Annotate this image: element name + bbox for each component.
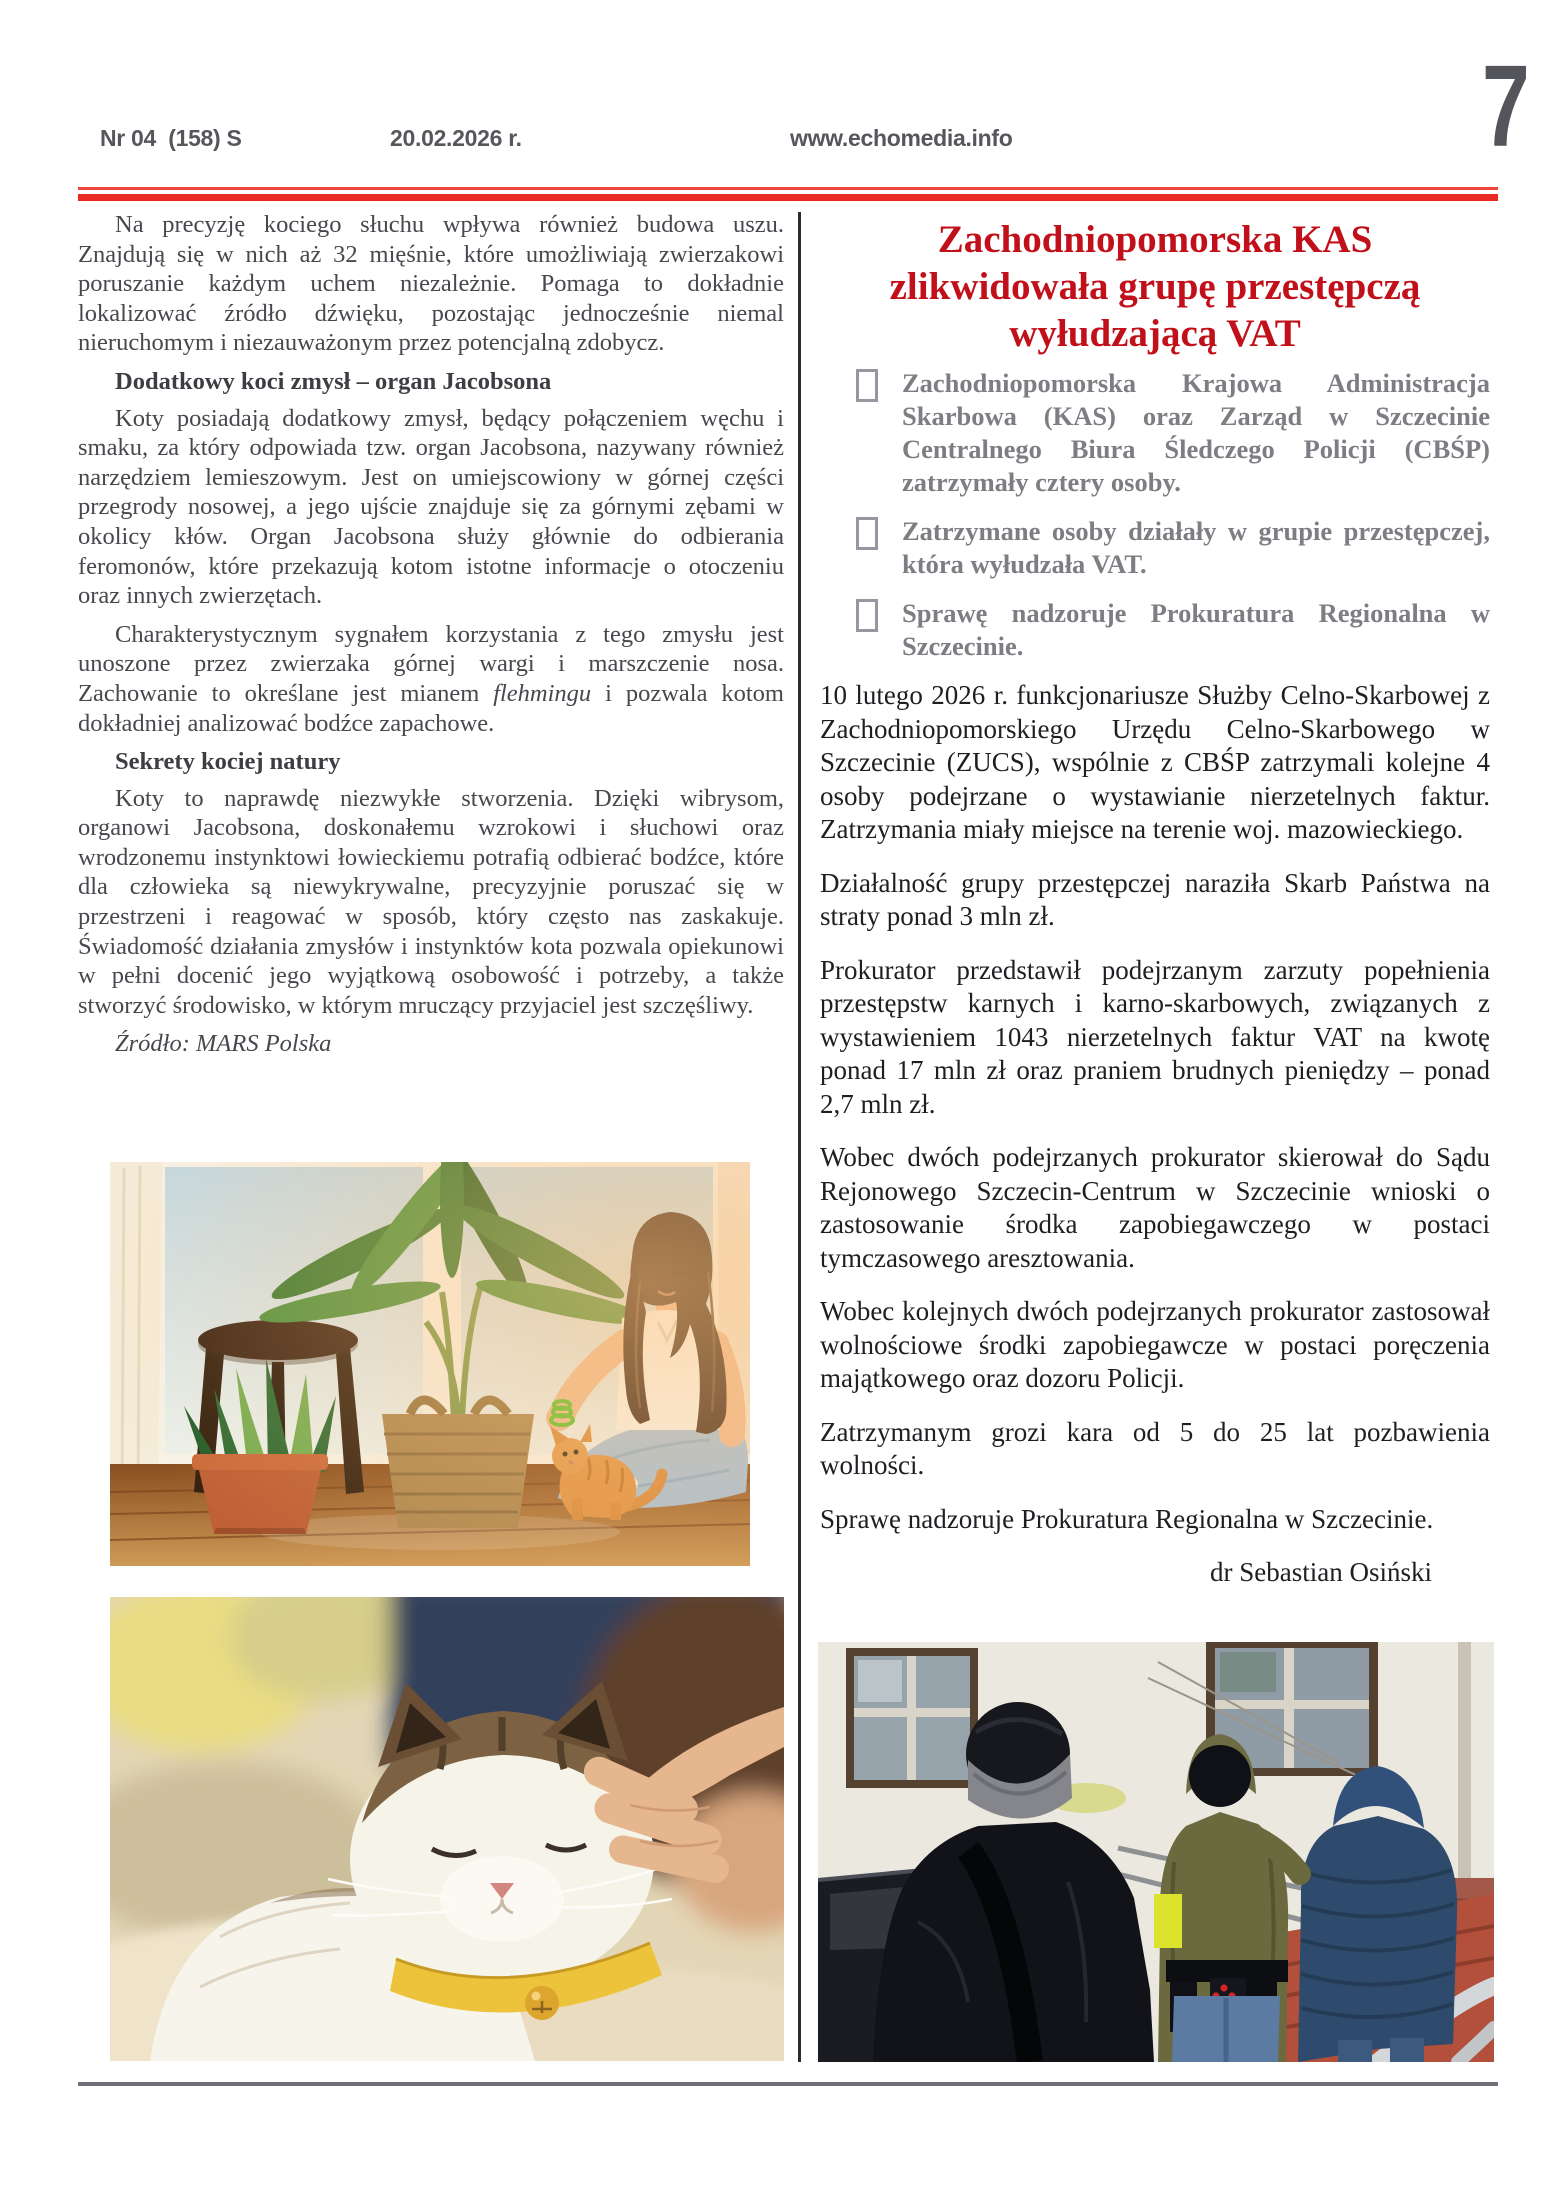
article-headline	[820, 216, 1490, 357]
paragraph: Na precyzję kociego słuchu wpływa również budowa uszu. Znajdują się w nich aż 32 mięśnie, które umożliwiają zwierzakowi poruszanie każdym uchem niezależnie. Pomaga to dokładnie lokalizować źródło dźwięku, pozostając jednocześnie niemal nieruchomym i niezauważonym przez potencjalną zdobycz.	[78, 211, 784, 357]
italic-term: flehmingu	[493, 679, 592, 707]
lead-bullet	[820, 367, 1490, 499]
page-number: 7	[1482, 41, 1530, 171]
headline-line: Zachodniopomorska KAS	[937, 218, 1373, 261]
paragraph: Zatrzymanym grozi kara od 5 do 25 lat pozbawienia wolności.	[820, 1416, 1490, 1480]
footer-rule	[78, 2082, 1498, 2086]
lead-bullet	[820, 515, 1490, 581]
checkbox-glyph-icon	[856, 369, 878, 402]
website-url: www.echomedia.info	[790, 125, 1013, 151]
window-left	[846, 1648, 978, 1788]
paragraph: Koty posiadają dodatkowy zmysł, będący połączeniem węchu i smaku, za który odpowiada tzw. organ Jacobsona, nazywany również narzędziem lemieszowym. Jest on umiejscowiony w górnej części przegrody nosowej, a jego ujście znajduje się za górnymi zębami w okolicy kłów. Organ Jacobsona służy głównie do odbierania feromonów, które przekazują kotom istotne informacje o otoczeniu oraz innych zwierzętach.	[78, 404, 784, 610]
paragraph-text: i pozwala kotom dokładniej analizować bodźce zapachowe.	[78, 679, 784, 737]
photo-police-detention	[818, 1642, 1494, 2062]
paragraph: Prokurator przedstawił podejrzanym zarzuty popełnienia przestępstw karnych i karno-skarbowych, związanych z wystawieniem 1043 nierzetelnych faktur VAT na kwotę ponad 17 mln zł oraz praniem brudnych pieniędzy – ponad 2,7 mln zł.	[820, 954, 1490, 1119]
lead-bullets	[820, 367, 1490, 663]
checkbox-glyph-icon	[856, 599, 878, 632]
column-divider	[798, 212, 801, 2062]
left-article	[78, 210, 784, 1068]
bullet-text: Zatrzymane osoby działały w grupie przestępczej, która wyłudzała VAT.	[902, 516, 1490, 579]
paragraph: 10 lutego 2026 r. funkcjonariusze Służby Celno-Skarbowej z Zachodniopomorskiego Urzędu Celno-Skarbowego w Szczecinie (ZUCS), wspólnie z CBŚP zatrzymali kolejne 4 osoby podejrzane o wystawianie nierzetelnych faktur. Zatrzymania miały miejsce na terenie woj. mazowieckiego.	[820, 680, 1490, 844]
section-heading: Dodatkowy koci zmysł – organ Jacobsona	[115, 367, 552, 395]
source-credit: Źródło: MARS Polska	[115, 1030, 332, 1058]
headline-line: wyłudzającą VAT	[1009, 312, 1301, 355]
paragraph: Koty to naprawdę niezwykłe stworzenia. Dzięki wibrysom, organowi Jacobsona, doskonałemu wzrokowi i słuchowi oraz wrodzonemu instynktowi łowieckiemu potrafią odbierać bodźce, które dla człowieka są niewykrywalne, precyzyjnie poruszać się w przestrzeni i reagować w sposób, który często nas zaskakuje. Świadomość działania zmysłów i instynktów kota pozwala opiekunowi w pełni docenić jego wyjątkową osobowość i potrzeby, a także stworzyć środowisko, w którym mruczący przyjaciel jest szczęśliwy.	[78, 784, 784, 1019]
paragraph	[78, 620, 784, 738]
lead-bullet	[820, 597, 1490, 663]
issue-date: 20.02.2026 r.	[390, 125, 522, 151]
photo-woman-playing-with-kitten	[110, 1162, 750, 1566]
right-article	[820, 216, 1490, 1590]
bullet-text: Zachodniopomorska Krajowa Administracja Skarbowa (KAS) oraz Zarząd w Szczecinie Centralnego Biura Śledczego Policji (CBŚP) zatrzymały cztery osoby.	[902, 368, 1490, 497]
paragraph: Wobec kolejnych dwóch podejrzanych prokurator zastosował wolnościowe środki zapobiegawcze w postaci poręczenia majątkowego oraz dozoru Policji.	[820, 1296, 1490, 1393]
paragraph: Sprawę nadzoruje Prokuratura Regionalna w Szczecinie.	[820, 1503, 1434, 1534]
checkbox-glyph-icon	[856, 517, 878, 550]
paragraph: Działalność grupy przestępczej naraziła Skarb Państwa na straty ponad 3 mln zł.	[820, 867, 1490, 931]
headline-line: zlikwidowała grupę przestępczą	[889, 265, 1421, 308]
section-heading: Sekrety kociej natury	[115, 748, 341, 776]
header-rule-thick	[78, 194, 1498, 201]
paragraph: Wobec dwóch podejrzanych prokurator skierował do Sądu Rejonowego Szczecin-Centrum w Szczecinie wnioski o zastosowanie środka zapobiegawczego w postaci tymczasowego aresztowania.	[820, 1142, 1490, 1273]
author-byline: dr Sebastian Osiński	[1210, 1557, 1432, 1587]
photo-cat-closeup	[110, 1597, 784, 2061]
header-rule-thin	[78, 187, 1498, 190]
bullet-text: Sprawę nadzoruje Prokuratura Regionalna w Szczecinie.	[902, 598, 1490, 661]
paragraph-text: Charakterystycznym sygnałem korzystania z tego zmysłu jest unoszone przez zwierzaka górnej wargi i marszczenie nosa. Zachowanie to określane jest mianem	[78, 620, 784, 707]
issue-number: Nr 04 (158) S	[100, 125, 242, 151]
